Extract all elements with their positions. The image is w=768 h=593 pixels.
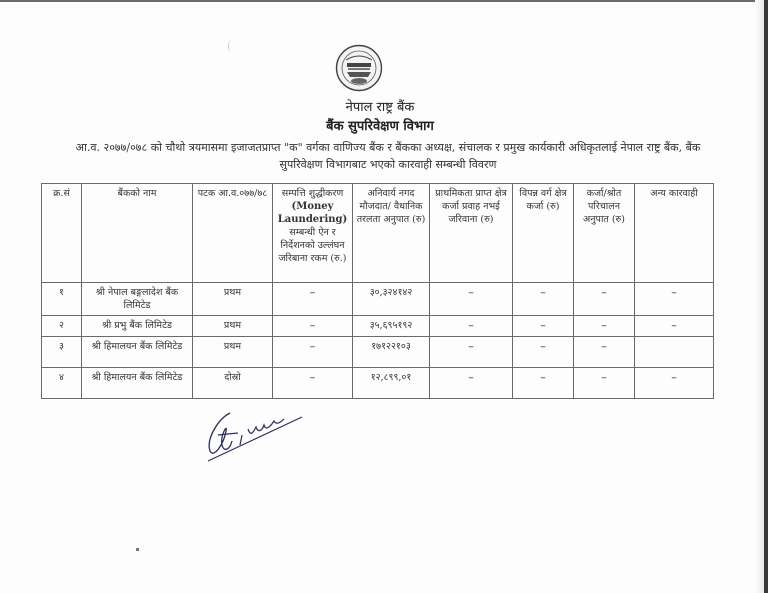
table-header-row <box>42 184 714 283</box>
scan-right-edge <box>764 0 768 593</box>
table-row <box>42 337 714 368</box>
enforcement-table <box>41 183 714 399</box>
cell-crr: १७१२२१०३ <box>353 337 430 368</box>
cell-deprived: – <box>513 337 574 368</box>
department-name: बैंक सुपरिवेक्षण विभाग <box>326 119 434 134</box>
header-bank-name: बैंकको नाम <box>82 184 193 283</box>
cell-deprived: – <box>513 283 574 316</box>
cell-crr: १२,८९९,०१ <box>353 368 430 399</box>
cell-cd-ratio: – <box>574 337 635 368</box>
cell-aml: – <box>273 316 353 337</box>
cell-aml: – <box>273 337 353 368</box>
scan-top-edge <box>0 0 768 2</box>
table-row <box>42 368 714 399</box>
cell-sn: १ <box>42 283 82 316</box>
cell-sn: २ <box>42 316 82 337</box>
cell-deprived: – <box>513 316 574 337</box>
scan-right-shadow <box>755 0 764 593</box>
cell-bank: श्री हिमालयन बैंक लिमिटेड <box>82 337 193 368</box>
table-row <box>42 316 714 337</box>
nrb-logo-seal <box>335 44 383 92</box>
cell-bank: श्री हिमालयन बैंक लिमिटेड <box>82 368 193 399</box>
header-sn: क्र.सं <box>42 184 82 283</box>
header-times: पटक आ.व.०७७/७८ <box>193 184 273 283</box>
cell-priority: – <box>430 337 513 368</box>
cell-bank: श्री नेपाल बङ्गलादेश बैंक लिमिटेड <box>82 283 193 316</box>
cell-priority: – <box>430 316 513 337</box>
header-aml-en: (Money Laundering) <box>277 201 348 225</box>
cell-sn: ४ <box>42 368 82 399</box>
cell-priority: – <box>430 368 513 399</box>
header-aml-post: सम्बन्धी ऐन र निर्देशनको उल्लंघन जरिबाना रकम (रु.) <box>278 227 347 264</box>
cell-cd-ratio: – <box>574 368 635 399</box>
cell-crr: ३०,३२४१४२ <box>353 283 430 316</box>
org-name: नेपाल राष्ट्र बैंक <box>345 100 415 115</box>
cell-cd-ratio: – <box>574 283 635 316</box>
header-other-action: अन्य कारवाही <box>635 184 714 283</box>
header-priority-sector: प्राथमिकता प्राप्त क्षेत्र कर्जा प्रवाह नभई जरिवाना (रु) <box>430 184 513 283</box>
cell-crr: ३५,६९५१९२ <box>353 316 430 337</box>
cell-times: दोस्रो <box>193 368 273 399</box>
punch-hole-mark <box>228 40 235 52</box>
cell-times: प्रथम <box>193 316 273 337</box>
cell-times: प्रथम <box>193 337 273 368</box>
header-deprived-sector: विपन्न वर्ग क्षेत्र कर्जा (रु) <box>513 184 574 283</box>
cell-other: – <box>635 368 714 399</box>
handwritten-signature <box>200 405 310 465</box>
cell-other: – <box>635 316 714 337</box>
header-aml <box>273 184 353 283</box>
cell-sn: ३ <box>42 337 82 368</box>
table-row <box>42 283 714 316</box>
cell-deprived: – <box>513 368 574 399</box>
cell-other <box>635 337 714 368</box>
header-crr-slr: अनिवार्य नगद मौजदात/ वैधानिक तरलता अनुपात (रु) <box>353 184 430 283</box>
header-cd-ratio: कर्जा/श्रोत परिचालन अनुपात (रु) <box>574 184 635 283</box>
scan-speck <box>136 548 139 551</box>
header-aml-pre: सम्पत्ति शुद्धीकरण <box>281 188 344 199</box>
cell-priority: – <box>430 283 513 316</box>
cell-aml: – <box>273 283 353 316</box>
cell-times: प्रथम <box>193 283 273 316</box>
cell-other: – <box>635 283 714 316</box>
cell-cd-ratio: – <box>574 316 635 337</box>
cell-aml: – <box>273 368 353 399</box>
cell-bank: श्री प्रभु बैंक लिमिटेड <box>82 316 193 337</box>
document-subtitle: आ.व. २०७७/०७८ को चौथो त्रयमासमा इजाजतप्राप्त "क" वर्गका वाणिज्य बैंक र बैंकका अध्यक्ष, संचालक र प्रमुख कार्यकारी अधिकृतलाई नेपाल राष्ट्र बैंक, बैंक सुपरिवेक्षण विभागबाट भएको कारवाही सम्बन्धी विवरण <box>75 141 701 171</box>
